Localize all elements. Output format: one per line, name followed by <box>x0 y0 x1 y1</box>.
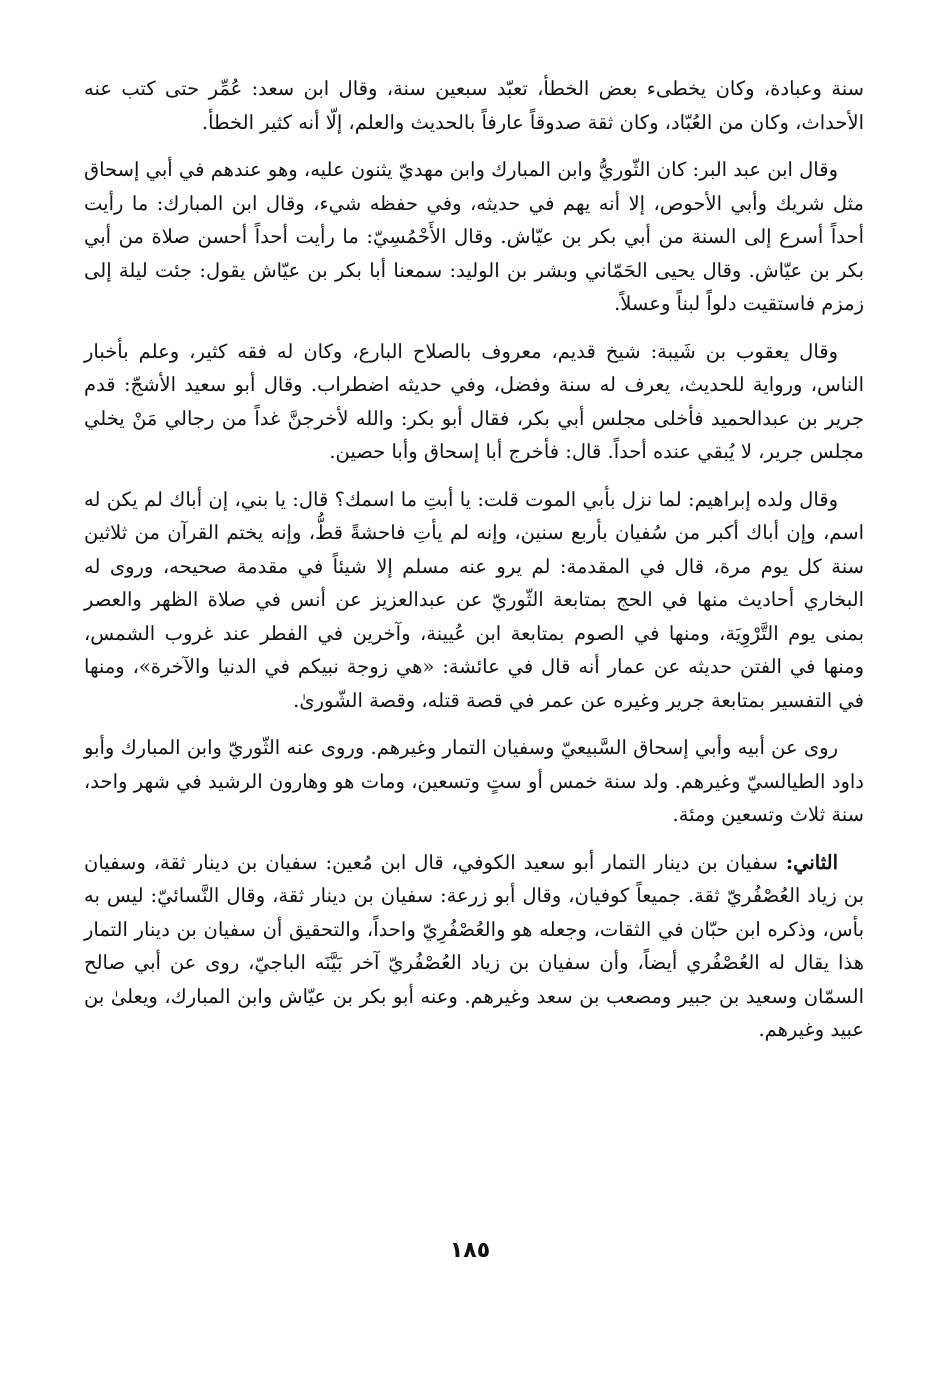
paragraph-6 <box>84 846 864 1047</box>
page-body <box>84 72 864 1061</box>
page-number: ١٨٥ <box>449 1238 491 1263</box>
paragraph-lead: الثاني: <box>785 850 838 874</box>
paragraph-1: سنة وعبادة، وكان يخطىء بعض الخطأ، تعبّد سبعين سنة، وقال ابن سعد: عُمِّر حتى كتب عنه الأحداث، وكان من العُبّاد، وكان ثقة صدوقاً عارفاً بالحديث والعلم، إلّا أنه كثير الخطأ. <box>84 77 864 134</box>
paragraph-2: وقال ابن عبد البر: كان الثّوريُّ وابن المبارك وابن مهديّ يثنون عليه، وهو عندهم في أبي إسحاق مثل شريك وأبي الأحوص، إلا أنه يهم في حديثه، وفي حفظه شيء، وقال ابن المبارك: ما رأيت أحداً أسرع إلى السنة من أبي بكر بن عيّاش. وقال الأَحْمُسِيّ: ما رأيت أحداً أحسن صلاة من أبي بكر بن عيّاش. وقال يحيى الحَمّاني وبشر بن الوليد: سمعنا أبا بكر بن عيّاش يقول: جئت ليلة إلى زمزم فاستقيت دلواً لبناً وعسلاً. <box>84 158 864 315</box>
paragraph-4: وقال ولده إبراهيم: لما نزل بأبي الموت قلت: يا أبتِ ما اسمك؟ قال: يا بني، إن أباك لم يكن له اسم، وإن أباك أكبر من سُفيان بأربع سنين، وإنه لم يأتِ فاحشةً قطُّ، وإنه يختم القرآن من ثلاثين سنة كل يوم مرة، قال في المقدمة: لم يرو عنه مسلم إلا شيئاً في مقدمة صحيحه، وروى له البخاري أحاديث منها في الحج بمتابعة الثّوريّ عن عبدالعزيز عن أنس في صلاة الظهر والعصر بمنى يوم التَّرْوِيَة، ومنها في الصوم بمتابعة ابن عُيينة، وآخرين في الفطر عند غروب الشمس، ومنها في الفتن حديثه عن عمار أنه قال في عائشة: «هي زوجة نبيكم في الدنيا والآخرة»، ومنها في التفسير بمتابعة جرير وغيره عن عمر في قصة قتله، وقصة الشّورىٰ. <box>84 487 864 712</box>
paragraph-3: وقال يعقوب بن شَيبة: شيخ قديم، معروف بالصلاح البارع، وكان له فقه كثير، وعلم بأخبار الناس، ورواية للحديث، يعرف له سنة وفضل، وفي حديثه اضطراب. وقال أبو سعيد الأشجّ: قدم جرير بن عبدالحميد فأخلى مجلس أبي بكر، فقال أبو بكر: والله لأخرجنَّ غداً من رجالي مَنْ يخلي مجلس جرير، لا يُبقي عنده أحداً. قال: فأخرج أبا إسحاق وأبا حصين. <box>84 339 864 463</box>
paragraph-5: روى عن أبيه وأبي إسحاق السَّبيعيّ وسفيان التمار وغيرهم. وروى عنه الثّوريّ وابن المبارك وأبو داود الطيالسيّ وغيرهم. ولد سنة خمس أو ستٍ وتسعين، ومات هو وهارون الرشيد في شهر واحد، سنة ثلاث وتسعين ومئة. <box>84 736 864 826</box>
paragraph-6-text: سفيان بن دينار التمار أبو سعيد الكوفي، قال ابن مُعين: سفيان بن دينار ثقة، وسفيان بن زياد العُصْفُريّ ثقة. جميعاً كوفيان، وقال أبو زرعة: سفيان بن دينار ثقة، وقال النَّسائيّ: ليس به بأس، وذكره ابن حبّان في الثقات، وجعله هو والعُصْفُرِيّ واحداً، والتحقيق أن سفيان بن دينار التمار هذا يقال له العُصْفُري أيضاً، وأن سفيان بن زياد العُصْفُريّ آخر بَيَّنَه الباجيّ، روى عن أبي صالح السمّان وسعيد بن جبير ومصعب بن سعد وغيرهم. وعنه أبو بكر بن عيّاش وابن المبارك، ويعلىٰ بن عبيد وغيرهم. <box>84 850 864 1041</box>
